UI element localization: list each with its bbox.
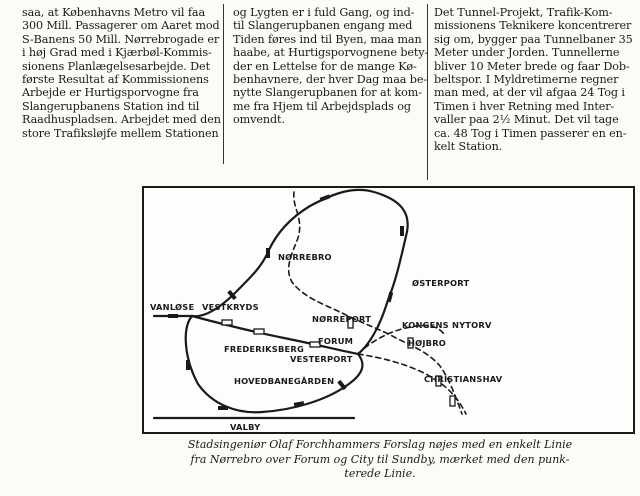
column-line: Tiden føres ind til Byen, maa man (233, 32, 422, 46)
column-line: haabe, at Hurtigsporvognene bety- (233, 46, 429, 60)
station-marker (320, 194, 331, 201)
label-frederiksberg: FREDERIKSBERG (224, 344, 304, 354)
column-line: i høj Grad med i Kjærbøl-Kommis- (22, 46, 212, 60)
column-line: og Lygten er i fuld Gang, og ind- (233, 6, 415, 19)
metro-map (144, 188, 633, 432)
column-line: der en Lettelse for de mange Kø- (233, 59, 417, 73)
column-line: kelt Station. (434, 139, 503, 153)
label-forum: FORUM (318, 336, 354, 346)
label-osterport: ØSTERPORT (412, 278, 470, 288)
column-line: benhavnere, der hver Dag maa be- (233, 72, 428, 86)
label-hovedbanegaarden: HOVEDBANEGÅRDEN (234, 376, 335, 386)
caption-line: Stadsingeniør Olaf Forchhammers Forslag nøjes med en enkelt Linie (187, 438, 573, 451)
metro-map-figure (142, 186, 635, 434)
column-line: S-Banens 50 Mill. Nørrebrogade er (22, 32, 220, 46)
label-valby: VALBY (230, 422, 261, 432)
solid-line-south (186, 316, 363, 412)
label-vestkryds: VESTKRYDS (202, 302, 259, 312)
column-line: første Resultat af Kommissionens (22, 72, 209, 86)
station-marker (168, 314, 178, 318)
label-norreport: NØRREPORT (312, 314, 372, 324)
caption-line: fra Nørrebro over Forum og City til Sundby, mærket med den punk- (190, 452, 570, 466)
station-marker (218, 406, 228, 410)
caption-line: terede Linie. (344, 467, 416, 480)
station-marker (387, 292, 393, 303)
label-hojbro: HØJBRO (408, 338, 447, 348)
article-column-2 (233, 6, 429, 127)
column-line: sig om, bygger paa Tunnelbaner 35 (434, 32, 633, 46)
column-divider (223, 4, 224, 164)
column-line: 300 Mill. Passagerer om Aaret mod (22, 19, 220, 33)
article-column-3 (434, 6, 634, 153)
station-marker (266, 248, 270, 258)
column-line: missionens Teknikere koncentrerer (434, 19, 632, 33)
column-line: Det Tunnel-Projekt, Trafik-Kom- (434, 6, 613, 19)
column-line: omvendt. (233, 113, 285, 127)
column-line: Timen i hver Retning med Inter- (434, 99, 615, 113)
article-column-1 (22, 6, 221, 140)
label-norrebro: NØRREBRO (278, 252, 332, 262)
column-line: Meter under Jorden. Tunnellerne (434, 46, 620, 60)
column-line: nytte Slangerupbanen for at kom- (233, 86, 422, 100)
label-kongens-nytorv: KONGENS NYTORV (402, 320, 492, 330)
label-vesterport: VESTERPORT (290, 354, 353, 364)
column-line: me fra Hjem til Arbejdsplads og (233, 99, 411, 113)
station-marker-open (450, 396, 455, 406)
column-line: bliver 10 Meter brede og faar Dob- (434, 59, 630, 73)
label-christianshavn: CHRISTIANSHAV (424, 374, 503, 384)
column-divider (427, 4, 428, 180)
column-line: Slangerupbanens Station ind til (22, 99, 200, 113)
column-line: Raadhuspladsen. Arbejdet med den (22, 113, 221, 127)
column-line: store Trafiksløjfe mellem Stationen (22, 126, 219, 140)
station-marker-open (254, 329, 264, 334)
solid-line-north (154, 190, 408, 354)
figure-caption (120, 438, 640, 482)
column-line: ca. 48 Tog i Timen passerer en en- (434, 126, 627, 140)
station-marker-open (222, 320, 232, 325)
column-line: sionens Planlægelsesarbejde. Det (22, 59, 210, 73)
column-line: valler paa 2½ Minut. Det vil tage (434, 113, 619, 127)
column-line: til Slangerupbanen engang med (233, 19, 413, 33)
station-marker (400, 226, 404, 236)
station-marker (186, 360, 190, 370)
column-line: man med, at der vil afgaa 24 Tog i (434, 86, 625, 100)
label-vanlose: VANLØSE (150, 302, 195, 312)
column-line: beltspor. I Myldretimerne regner (434, 72, 619, 86)
column-line: Arbejde er Hurtigsporvogne fra (22, 86, 199, 100)
column-line: saa, at Københavns Metro vil faa (22, 6, 206, 19)
